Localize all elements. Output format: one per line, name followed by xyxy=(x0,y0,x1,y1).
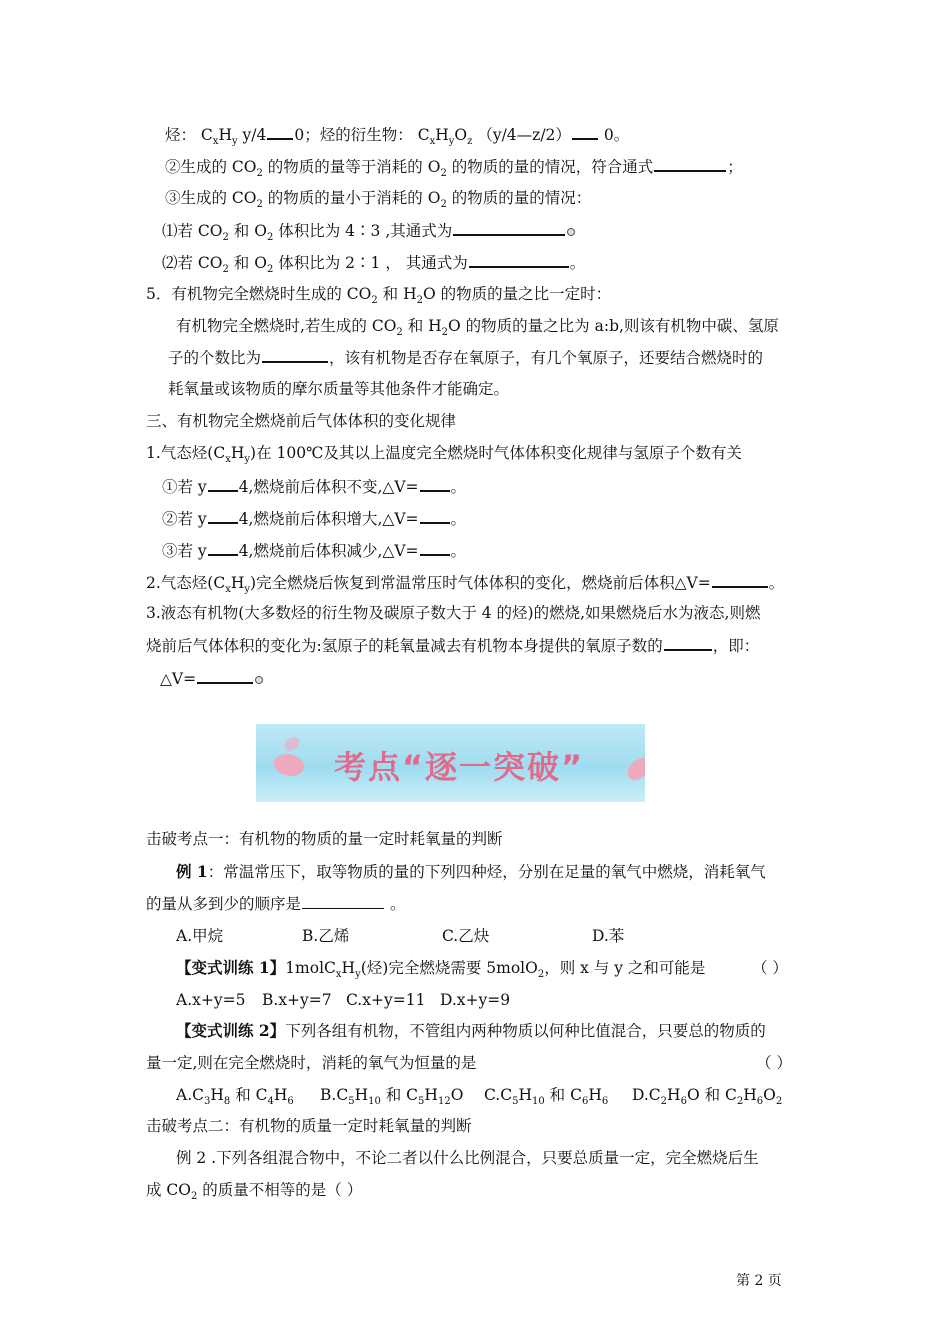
text-line: ③生成的 $CO_2$ 的物质的量小于消耗的 $O_2$ 的物质的量的情况： xyxy=(165,189,592,210)
answer-blank[interactable] xyxy=(664,635,712,651)
answer-blank[interactable] xyxy=(208,508,238,524)
banner-title: 考点“逐一突破” xyxy=(334,748,585,786)
text-line: ③若 y 4,燃烧前后体积减少,△V= 。 xyxy=(162,542,467,560)
answer-blank[interactable] xyxy=(469,252,569,268)
text-line: 2.气态烃$(C_xH_y)$完全燃烧后恢复到常温常压时气体体积的变化，燃烧前后体积△V= 。 xyxy=(146,574,785,595)
text-line: 【变式训练 2】下列各组有机物，不管组内两种物质以何种比值混合，只要总的物质的 xyxy=(176,1021,766,1040)
petal-decoration xyxy=(282,736,301,753)
text-line: ⑴若 $CO_2$ 和 $O_2$ 体积比为 4∶3 ,其通式为 xyxy=(162,220,575,241)
answer-bracket[interactable]: （ ） xyxy=(752,959,788,977)
section-heading: 击破考点二：有机物的质量一定时耗氧量的判断 xyxy=(146,1117,472,1135)
text-line: 耗氧量或该物质的摩尔质量等其他条件才能确定。 xyxy=(168,380,510,398)
text-line: 1.气态烃$(C_xH_y)$在 100℃及其以上温度完全燃烧时气体体积变化规律与氢原子个数有关 xyxy=(146,444,742,465)
answer-blank[interactable] xyxy=(712,572,768,588)
answer-blank[interactable] xyxy=(420,508,450,524)
answer-blank[interactable] xyxy=(420,476,450,492)
answer-blank[interactable] xyxy=(572,124,598,140)
answer-blank[interactable] xyxy=(453,220,565,236)
answer-blank[interactable] xyxy=(197,668,253,684)
text-line: ②若 y 4,燃烧前后体积增大,△V= 。 xyxy=(162,510,467,528)
text-line: 量一定,则在完全燃烧时，消耗的氧气为恒量的是 xyxy=(146,1054,477,1072)
text-line: △V= xyxy=(160,668,263,689)
text-line: 例 2 .下列各组混合物中，不论二者以什么比例混合，只要总质量一定，完全燃烧后生 xyxy=(176,1149,759,1167)
section-banner xyxy=(256,724,645,802)
text-line: ②生成的 $CO_2$ 的物质的量等于消耗的 $O_2$ 的物质的量的情况，符合通式 ； xyxy=(165,158,743,179)
answer-blank[interactable] xyxy=(208,540,238,556)
answer-blank[interactable] xyxy=(262,347,328,363)
text-line: 3.液态有机物(大多数烃的衍生物及碳原子数大于 4 的烃)的燃烧,如果燃烧后水为液态,则燃 xyxy=(146,604,761,622)
text-line: 烃： $C_xH_y$ y/4 0；烃的衍生物： $C_xH_yO_z$ （y/4—z/2） 0。 xyxy=(165,126,630,147)
section-heading: 三、有机物完全燃烧前后气体体积的变化规律 xyxy=(146,412,457,430)
answer-blank[interactable] xyxy=(420,540,450,556)
options-line: $A.C_3H_8$ 和 $C_4H_6$ $B.C_5H_{10}$ 和 $C_5H_{12}O$ $C.C_5H_{10}$ 和 $C_6H_6$ $D.C_2H_6O$ 和 $C_2H_6O_2$ xyxy=(176,1086,783,1107)
answer-blank[interactable] xyxy=(208,476,238,492)
text-line: 的量从多到少的顺序是 。 xyxy=(146,895,406,913)
text-line: ⑵若 $CO_2$ 和 $O_2$ 体积比为 2∶1 ， 其通式为 。 xyxy=(162,254,586,275)
text-line: 【变式训练 1】$1molC_xH_y$(烃)完全燃烧需要 5molO$_2$，则 x 与 y 之和可能是 xyxy=(176,958,706,980)
text-line: 例 1：常温常压下，取等物质的量的下列四种烃，分别在足量的氧气中燃烧，消耗氧气 xyxy=(176,862,766,881)
answer-bracket[interactable]: （ ） xyxy=(756,1054,792,1072)
text-line: 烧前后气体体积的变化为:氢原子的耗氧量减去有机物本身提供的氧原子数的 ，即： xyxy=(146,637,760,655)
text-line: 5．有机物完全燃烧时生成的 $CO_2$ 和 $H_2O$ 的物质的量之比一定时： xyxy=(146,285,612,306)
circle-dot-icon xyxy=(255,676,263,684)
options-line: A.x+y=5 B.x+y=7 C.x+y=11 D.x+y=9 xyxy=(176,991,511,1009)
answer-blank[interactable] xyxy=(654,156,726,172)
answer-blank[interactable] xyxy=(302,894,384,909)
section-heading: 击破考点一：有机物的物质的量一定时耗氧量的判断 xyxy=(146,830,503,848)
text-line: ①若 y 4,燃烧前后体积不变,△V= 。 xyxy=(162,478,467,496)
text-line: 成 $CO_2$ 的质量不相等的是（ ） xyxy=(146,1181,363,1202)
petal-decoration xyxy=(623,755,645,784)
petal-decoration xyxy=(271,749,307,782)
page-number: 第 2 页 xyxy=(736,1273,782,1289)
text-line: 子的个数比为 ，该有机物是否存在氧原子，有几个氧原子，还要结合燃烧时的 xyxy=(168,349,764,367)
circle-dot-icon xyxy=(567,228,575,236)
answer-blank[interactable] xyxy=(267,124,293,140)
options-line: A.甲烷 B.乙烯 C.乙炔 D.苯 xyxy=(176,927,625,945)
text-line: 有机物完全燃烧时,若生成的 $CO_2$ 和 $H_2O$ 的物质的量之比为 a:b,则该有机物中碳、氢原 xyxy=(176,317,779,338)
